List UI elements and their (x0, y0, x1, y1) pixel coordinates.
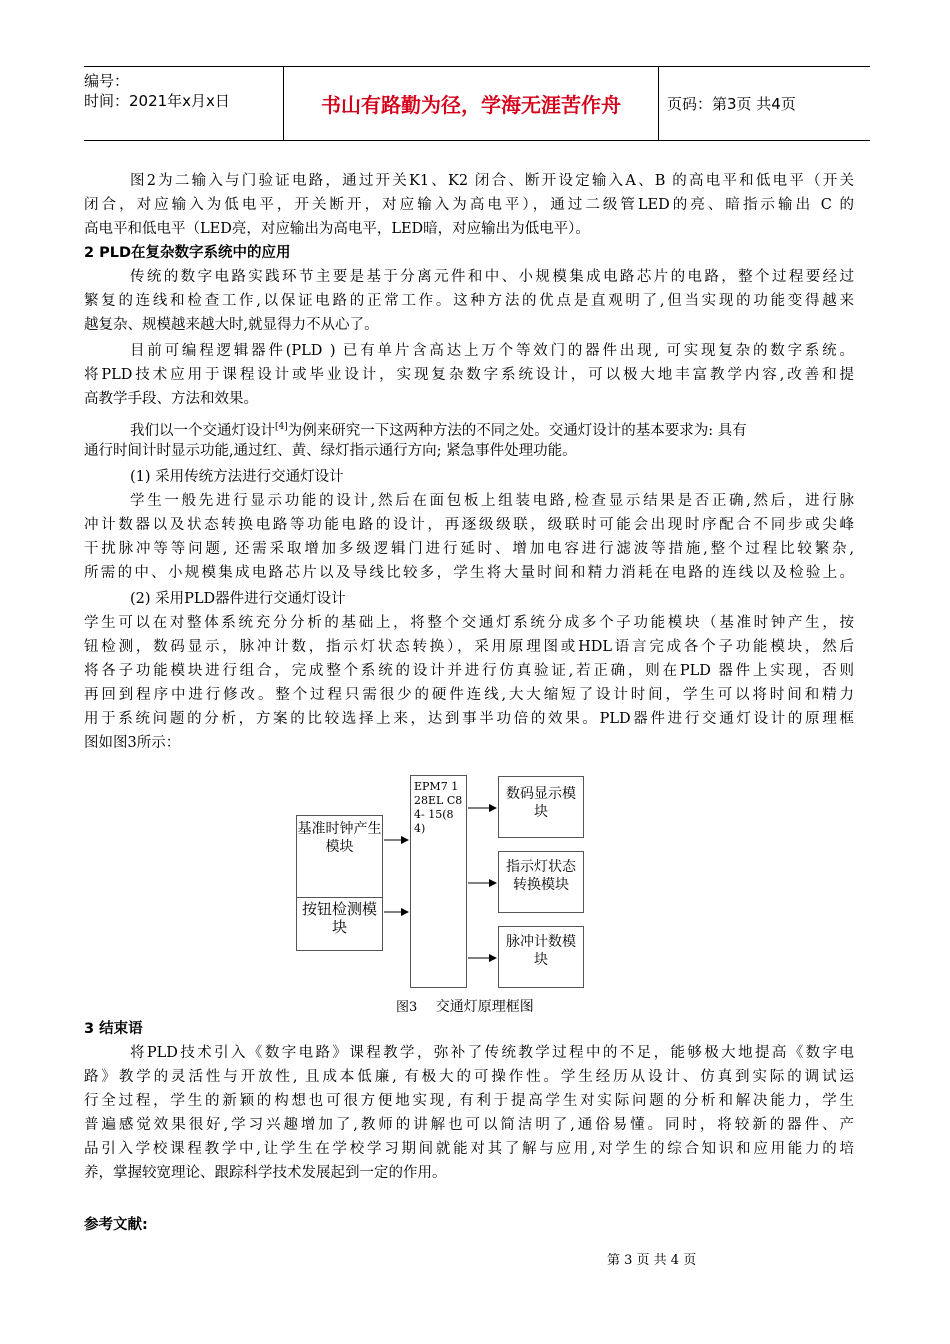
para-line: 越复杂、规模越来越大时,就显得力不从心了。 (84, 317, 379, 333)
para-line: 目前可编程逻辑器件(PLD ) 已有单片含高达上万个等效门的器件出现, 可实现复杂的数字系统。 (130, 343, 854, 359)
figure-caption (396, 996, 534, 1016)
sub-heading-1: (1) 采用传统方法进行交通灯设计 (130, 469, 344, 485)
clock-module-box: 基准时钟产生模块 (296, 815, 383, 898)
para-line: 用于系统问题的分析，方案的比较选择上来，达到事半功倍的效果。PLD器件进行交通灯设计的原理框 (84, 711, 854, 727)
header-left (84, 67, 283, 140)
para-line: 冲计数器以及状态转换电路等功能电路的设计，再逐级级联，级联时可能会出现时序配合不同步或尖峰 (84, 517, 854, 533)
para-line: 普遍感觉效果很好,学习兴趣增加了,教师的讲解也可以简洁明了,通俗易懂。同时，将较新的器件、产 (84, 1117, 854, 1133)
para-line: 将各子功能模块进行组合，完成整个系统的设计并进行仿真验证,若正确，则在PLD 器件上实现，否则 (84, 663, 854, 679)
chip-box: EPM7 128EL C84- 15(84) (410, 775, 467, 988)
header-time: 时间：2021年x月x日 (84, 92, 230, 110)
para-line: 图2为二输入与门验证电路，通过开关K1、K2 闭合、断开设定输入A、B 的高电平和低电平（开关 (130, 173, 854, 189)
para-line: 再回到程序中进行修改。整个过程只需很少的硬件连线,大大缩短了设计时间，学生可以将时间和精力 (84, 687, 854, 703)
page-header (84, 66, 870, 141)
header-number: 编号： (84, 72, 130, 90)
para-line: 学生可以在对整体系统充分分析的基础上，将整个交通灯系统分成多个子功能模块（基准时钟产生，按 (84, 615, 854, 631)
para-line: 高教学手段、方法和效果。 (84, 391, 258, 407)
para-line: 学生一般先进行显示功能的设计,然后在面包板上组装电路,检查显示结果是否正确,然后，进行脉 (130, 493, 854, 509)
display-module-box: 数码显示模块 (498, 776, 584, 838)
para-line: 品引入学校课程教学中,让学生在学校学习期间就能对其了解与应用,对学生的综合知识和应用能力的培 (84, 1141, 854, 1157)
para-line: 将PLD技术引入《数字电路》课程教学，弥补了传统教学过程中的不足，能够极大地提高《数字电 (130, 1045, 854, 1061)
cite-prefix: 我们以一个交通灯设计 (130, 422, 275, 439)
light-module-box: 指示灯状态转换模块 (498, 851, 584, 913)
sub-heading-2: (2) 采用PLD器件进行交通灯设计 (130, 591, 346, 607)
para-line: 钮检测，数码显示，脉冲计数，指示灯状态转换），采用原理图或HDL语言完成各个子功能模块，然后 (84, 639, 854, 655)
counter-module-box: 脉冲计数模块 (498, 926, 584, 988)
citation-ref: [4] (275, 422, 288, 432)
para-line: 通行时间计时显示功能,通过红、黄、绿灯指示通行方向; 紧急事件处理功能。 (84, 443, 577, 459)
para-line: 图如图3所示： (84, 735, 181, 751)
para-line: 路》教学的灵活性与开放性, 且成本低廉, 有极大的可操作性。学生经历从设计、仿真到实际的调试运 (84, 1069, 854, 1085)
figure-number: 图3 (396, 1000, 418, 1015)
button-module-box: 按钮检测模块 (296, 898, 383, 951)
cite-suffix: 为例来研究一下这两种方法的不同之处。交通灯设计的基本要求为: 具有 (287, 422, 747, 439)
figure-title: 交通灯原理框图 (435, 999, 534, 1015)
page-footer: 第 3 页 共 4 页 (607, 1253, 697, 1268)
para-line: 高电平和低电平（LED亮，对应输出为高电平，LED暗，对应输出为低电平）。 (84, 221, 590, 237)
para-line: 所需的中、小规模集成电路芯片以及导线比较多，学生将大量时间和精力消耗在电路的连线以及检验上。 (84, 565, 854, 581)
references-title: 参考文献: (84, 1217, 148, 1233)
section-heading-2: 2 PLD在复杂数字系统中的应用 (84, 245, 291, 261)
header-motto: 书山有路勤为径，学海无涯苦作舟 (283, 67, 659, 140)
para-line: 干扰脉冲等等问题, 还需采取增加多级逻辑门进行延时、增加电容进行滤波等措施,整个过程比较繁杂, (84, 541, 854, 557)
para-line-citation (130, 416, 747, 442)
para-line: 传统的数字电路实践环节主要是基于分离元件和中、小规模集成电路芯片的电路，整个过程要经过 (130, 269, 854, 285)
section-heading-3: 3 结束语 (84, 1021, 143, 1037)
para-line: 养，掌握较宽理论、跟踪科学技术发展起到一定的作用。 (84, 1165, 447, 1181)
para-line: 闭合，对应输入为低电平，开关断开，对应输入为高电平），通过二级管LED的亮、暗指示输出 C 的 (84, 197, 854, 213)
para-line: 行全过程，学生的新颖的构想也可很方便地实现, 有利于提高学生对实际问题的分析和解决能力，学生 (84, 1093, 854, 1109)
para-line: 将PLD技术应用于课程设计或毕业设计，实现复杂数字系统设计，可以极大地丰富教学内容,改善和提 (84, 367, 854, 383)
header-page-info: 页码：第3页 共4页 (667, 95, 796, 113)
para-line: 繁复的连线和检查工作,以保证电路的正常工作。这种方法的优点是直观明了,但当实现的功能变得越来 (84, 293, 854, 309)
